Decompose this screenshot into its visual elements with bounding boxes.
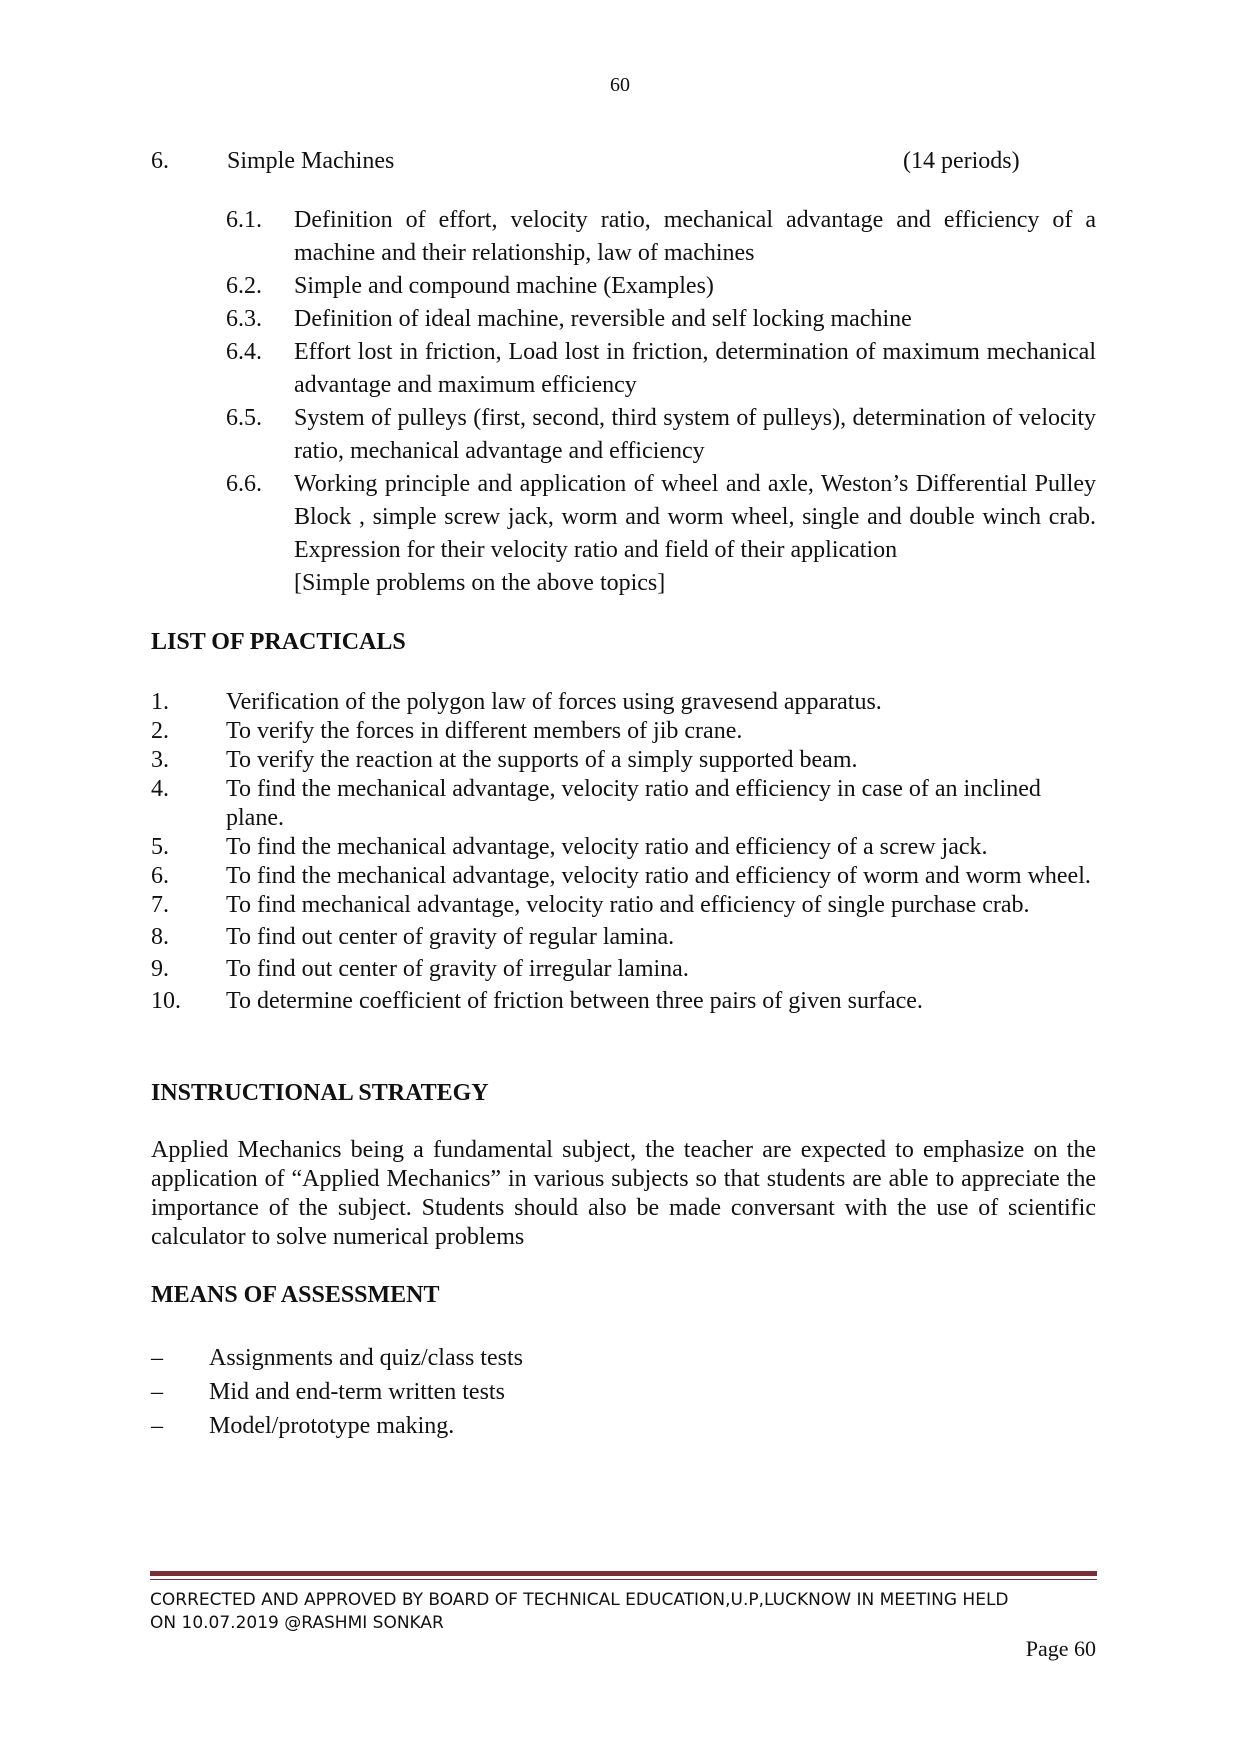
subtopic-number: 6.6. — [226, 471, 262, 497]
practical-text: To determine coefficient of friction between three pairs of given surface. — [226, 988, 923, 1014]
footer-approval-note — [150, 1589, 1090, 1635]
assessment-item — [151, 1341, 751, 1375]
practical-item — [151, 746, 1096, 775]
practical-item — [151, 955, 1096, 984]
practical-number: 2. — [151, 718, 169, 744]
footer-rule-thick — [150, 1571, 1097, 1576]
assessment-item — [151, 1409, 751, 1443]
subtopic-text: Definition of effort, velocity ratio, mechanical advantage and efficiency of a machine and their relationship, law of machines — [294, 207, 1096, 266]
subtopic-text: Simple and compound machine (Examples) — [294, 273, 714, 299]
practical-item — [151, 862, 1096, 891]
subtopic-text: Definition of ideal machine, reversible and self locking machine — [294, 306, 912, 332]
practical-number: 7. — [151, 892, 169, 918]
practical-text: To find the mechanical advantage, velocity ratio and efficiency in case of an inclined plane. — [226, 776, 1041, 831]
subtopic-number: 6.4. — [226, 339, 262, 365]
practical-number: 10. — [151, 988, 181, 1014]
assessment-text: Mid and end-term written tests — [209, 1379, 505, 1405]
subtopic-item — [226, 303, 1096, 336]
subtopic-text: System of pulleys (first, second, third system of pulleys), determination of velocity ratio, mechanical advantage and efficiency — [294, 405, 1096, 464]
subtopic-number: 6.3. — [226, 306, 262, 332]
subtopic-item — [226, 567, 1096, 600]
practical-text: To find mechanical advantage, velocity ratio and efficiency of single purchase crab. — [226, 892, 1030, 918]
footer-rule-thin — [150, 1579, 1097, 1580]
bullet-dash: – — [151, 1413, 163, 1439]
footer-line-1: CORRECTED AND APPROVED BY BOARD OF TECHNICAL EDUCATION,U.P,LUCKNOW IN MEETING HELD — [150, 1590, 1009, 1610]
subtopic-number — [226, 567, 294, 600]
assessment-item — [151, 1375, 751, 1409]
practical-text: Verification of the polygon law of forces using gravesend apparatus. — [226, 689, 882, 715]
practical-item — [151, 717, 1096, 746]
subtopic-number: 6.2. — [226, 273, 262, 299]
practical-item — [151, 833, 1096, 862]
assessment-text: Model/prototype making. — [209, 1413, 455, 1439]
assessment-heading: MEANS OF ASSESSMENT — [151, 1282, 440, 1308]
practical-number: 4. — [151, 776, 169, 802]
practicals-heading: LIST OF PRACTICALS — [151, 629, 406, 655]
practicals-list — [151, 688, 1096, 1016]
bullet-dash: – — [151, 1345, 163, 1371]
practical-text: To find out center of gravity of regular lamina. — [226, 924, 675, 950]
page-number-top: 60 — [610, 74, 630, 96]
section-number: 6. — [151, 148, 169, 174]
subtopic-text: Effort lost in friction, Load lost in friction, determination of maximum mechanical advantage and maximum efficiency — [294, 339, 1096, 398]
footer-page-number: Page 60 — [1025, 1636, 1096, 1661]
subtopic-item — [226, 468, 1096, 567]
assessment-text: Assignments and quiz/class tests — [209, 1345, 523, 1371]
subtopic-item — [226, 336, 1096, 402]
subtopic-item — [226, 402, 1096, 468]
practical-item — [151, 775, 1096, 833]
practical-text: To find the mechanical advantage, velocity ratio and efficiency of a screw jack. — [226, 834, 988, 860]
practical-number: 9. — [151, 956, 169, 982]
subtopic-item — [226, 204, 1096, 270]
subtopic-number: 6.5. — [226, 405, 262, 431]
bullet-dash: – — [151, 1379, 163, 1405]
practical-text: To find the mechanical advantage, velocity ratio and efficiency of worm and worm wheel. — [226, 863, 1091, 889]
practical-item — [151, 987, 1096, 1016]
practical-number: 3. — [151, 747, 169, 773]
practical-number: 1. — [151, 689, 169, 715]
subtopic-note: [Simple problems on the above topics] — [294, 570, 666, 596]
practical-text: To verify the forces in different members of jib crane. — [226, 718, 743, 744]
practical-number: 8. — [151, 924, 169, 950]
practical-item — [151, 688, 1096, 717]
footer-line-2: ON 10.07.2019 @RASHMI SONKAR — [150, 1613, 444, 1633]
practical-text: To verify the reaction at the supports of a simply supported beam. — [226, 747, 858, 773]
practical-number: 5. — [151, 834, 169, 860]
section-periods: (14 periods) — [903, 148, 1020, 174]
practical-number: 6. — [151, 863, 169, 889]
subtopic-list — [226, 204, 1096, 600]
practical-item — [151, 923, 1096, 952]
section-title: Simple Machines — [227, 148, 395, 174]
strategy-heading: INSTRUCTIONAL STRATEGY — [151, 1080, 489, 1106]
subtopic-text: Working principle and application of wheel and axle, Weston’s Differential Pulley Block , simple screw jack, worm and worm wheel, single and double winch crab. Expression for their velocity ratio and field of their application — [294, 471, 1096, 563]
practical-item — [151, 891, 1096, 920]
strategy-paragraph: Applied Mechanics being a fundamental subject, the teacher are expected to emphasize on the application of “Applied Mechanics” in various subjects so that students are able to appreciate the importance of the subject. Students should also be made conversant with the use of scientific calculator to solve numerical problems — [151, 1137, 1096, 1250]
subtopic-item — [226, 270, 1096, 303]
practical-text: To find out center of gravity of irregular lamina. — [226, 956, 689, 982]
subtopic-number: 6.1. — [226, 207, 262, 233]
assessment-list — [151, 1341, 751, 1443]
